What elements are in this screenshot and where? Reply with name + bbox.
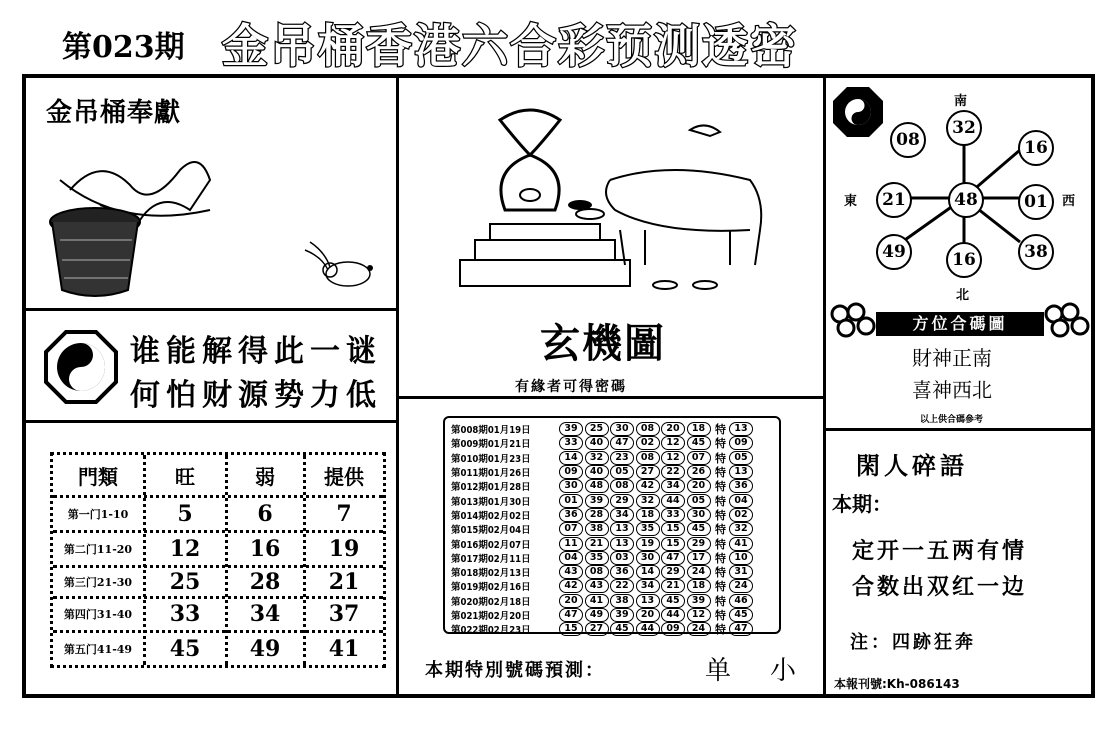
door-value: 25	[169, 568, 201, 595]
history-ball: 22	[610, 579, 634, 593]
history-special-label: 特	[715, 494, 726, 508]
history-ball: 39	[559, 422, 583, 436]
cloud-ornament-right	[1042, 302, 1092, 338]
history-special-ball: 24	[729, 579, 753, 593]
history-ball: 29	[610, 494, 634, 508]
history-ball: 15	[661, 522, 685, 536]
idle-talk-title: 閑人碎語	[856, 451, 968, 480]
history-ball: 09	[559, 465, 583, 479]
direction-line-1: 財神正南	[912, 346, 992, 370]
history-ball: 38	[610, 594, 634, 608]
history-ball: 23	[610, 451, 634, 465]
history-ball: 02	[636, 436, 660, 450]
history-special-label: 特	[715, 423, 726, 437]
history-row	[451, 551, 773, 565]
history-ball: 19	[636, 537, 660, 551]
history-special-ball: 31	[729, 565, 753, 579]
history-date: 第009期01月21日	[451, 439, 531, 451]
history-ball: 45	[661, 594, 685, 608]
history-ball: 13	[610, 537, 634, 551]
history-ball: 07	[559, 522, 583, 536]
idle-talk-period: 本期：	[832, 492, 892, 516]
door-value: 33	[169, 601, 201, 627]
history-ball: 32	[636, 494, 660, 508]
history-ball: 34	[636, 579, 660, 593]
history-ball: 48	[585, 479, 609, 493]
door-label: 第五门41-49	[63, 642, 133, 656]
divider-right	[823, 78, 826, 698]
idle-talk-note: 注：四跡狂奔	[850, 632, 976, 653]
door-value: 7	[336, 500, 352, 527]
history-date: 第014期02月02日	[451, 510, 531, 522]
yin-yang-icon	[44, 330, 118, 404]
direction-line-2: 喜神西北	[912, 378, 992, 402]
compass-number: 38	[1018, 234, 1054, 270]
history-date: 第020期02月18日	[451, 596, 531, 608]
history-row	[451, 608, 773, 622]
history-ball: 26	[687, 465, 711, 479]
history-ball: 13	[636, 594, 660, 608]
history-ball: 27	[585, 622, 609, 636]
history-ball: 30	[559, 479, 583, 493]
history-row	[451, 622, 773, 636]
center-title: 玄機圖	[540, 320, 666, 367]
center-subtitle: 有緣者可得密碼	[515, 379, 627, 395]
history-ball: 43	[559, 565, 583, 579]
history-date: 第011期01月26日	[451, 468, 531, 480]
history-ball: 08	[610, 479, 634, 493]
history-date: 第013期01月30日	[451, 496, 531, 508]
history-ball: 11	[559, 537, 583, 551]
history-ball: 28	[585, 508, 609, 522]
history-ball: 20	[636, 608, 660, 622]
history-special-label: 特	[715, 451, 726, 465]
history-special-label: 特	[715, 623, 726, 637]
history-date: 第018期02月13日	[451, 568, 531, 580]
history-special-ball: 13	[729, 422, 753, 436]
riddle-line-2: 何怕财源势力低	[130, 378, 382, 413]
history-ball: 05	[687, 494, 711, 508]
header-provide: 提供	[324, 464, 364, 489]
history-row	[451, 422, 773, 436]
history-ball: 18	[687, 579, 711, 593]
history-ball: 36	[559, 508, 583, 522]
door-value: 49	[249, 635, 281, 662]
riddle-line-1: 谁能解得此一谜	[130, 334, 382, 369]
history-ball: 29	[687, 537, 711, 551]
history-ball: 24	[687, 622, 711, 636]
history-special-label: 特	[715, 580, 726, 594]
history-special-ball: 05	[729, 451, 753, 465]
direction-south: 南	[954, 94, 968, 109]
history-ball: 08	[636, 422, 660, 436]
history-ball: 22	[661, 465, 685, 479]
history-ball: 45	[610, 622, 634, 636]
history-ball: 47	[661, 551, 685, 565]
history-ball: 45	[687, 522, 711, 536]
compass-number: 16	[946, 242, 982, 278]
history-ball: 34	[610, 508, 634, 522]
divider-center	[398, 396, 824, 399]
history-special-ball: 36	[729, 479, 753, 493]
history-ball: 30	[636, 551, 660, 565]
history-ball: 07	[687, 451, 711, 465]
history-ball: 35	[636, 522, 660, 536]
history-special-label: 特	[715, 437, 726, 451]
compass-number: 16	[1018, 130, 1054, 166]
history-date: 第019期02月16日	[451, 582, 531, 594]
history-row	[451, 436, 773, 450]
door-value: 41	[328, 635, 360, 662]
history-date: 第021期02月20日	[451, 611, 531, 622]
history-ball: 42	[559, 579, 583, 593]
issue-number: 第023期	[62, 30, 185, 65]
history-special-ball: 02	[729, 508, 753, 522]
history-date: 第010期01月23日	[451, 453, 531, 465]
history-ball: 29	[661, 565, 685, 579]
history-special-label: 特	[715, 609, 726, 623]
door-value: 21	[328, 568, 360, 595]
door-value: 19	[328, 535, 360, 562]
history-special-label: 特	[715, 566, 726, 580]
door-value: 5	[177, 500, 193, 527]
history-special-label: 特	[715, 551, 726, 565]
prediction-value-2: 小	[770, 656, 797, 686]
door-value: 12	[169, 535, 201, 562]
door-value: 16	[249, 535, 281, 562]
history-ball: 20	[559, 594, 583, 608]
history-ball: 12	[661, 436, 685, 450]
history-special-ball: 46	[729, 594, 753, 608]
history-ball: 18	[636, 508, 660, 522]
history-special-ball: 41	[729, 537, 753, 551]
history-ball: 39	[610, 608, 634, 622]
divider-left-2	[26, 420, 398, 423]
left-panel-title: 金吊桶奉獻	[46, 98, 182, 128]
history-row	[451, 465, 773, 479]
history-special-ball: 47	[729, 622, 753, 636]
history-ball: 40	[585, 436, 609, 450]
history-row	[451, 565, 773, 579]
cloud-ornament-left	[828, 302, 878, 338]
history-ball: 15	[661, 537, 685, 551]
history-ball: 40	[585, 465, 609, 479]
compass-number: 49	[876, 234, 912, 270]
history-ball: 20	[661, 422, 685, 436]
history-date: 第017期02月11日	[451, 553, 531, 565]
history-ball: 47	[559, 608, 583, 622]
history-ball: 49	[585, 608, 609, 622]
door-value: 45	[169, 635, 201, 662]
history-ball: 47	[610, 436, 634, 450]
history-date: 第012期01月28日	[451, 482, 531, 494]
history-row	[451, 493, 773, 507]
history-ball: 24	[687, 565, 711, 579]
history-ball: 44	[661, 608, 685, 622]
history-ball: 43	[585, 579, 609, 593]
history-row	[451, 579, 773, 593]
divider-left	[396, 78, 399, 698]
page-title: 金吊桶香港六合彩预测透密	[222, 19, 798, 73]
bucket-illustration	[40, 150, 240, 310]
history-list	[443, 416, 781, 637]
history-ball: 30	[687, 508, 711, 522]
history-special-ball: 04	[729, 494, 753, 508]
history-row	[451, 479, 773, 493]
history-ball: 27	[636, 465, 660, 479]
history-special-label: 特	[715, 537, 726, 551]
history-ball: 45	[687, 436, 711, 450]
idle-talk-line-2: 合数出双红一边	[852, 575, 1028, 600]
door-value: 28	[249, 568, 281, 595]
history-ball: 21	[585, 537, 609, 551]
history-ball: 21	[661, 579, 685, 593]
altar-ox-illustration	[430, 100, 790, 300]
history-special-label: 特	[715, 523, 726, 537]
history-ball: 08	[636, 451, 660, 465]
idle-talk-line-1: 定开一五两有情	[852, 539, 1028, 564]
history-ball: 32	[585, 451, 609, 465]
history-ball: 13	[610, 522, 634, 536]
history-ball: 17	[687, 551, 711, 565]
direction-west: 西	[1062, 194, 1076, 209]
history-ball: 12	[661, 451, 685, 465]
door-value: 37	[328, 601, 360, 627]
history-ball: 33	[661, 508, 685, 522]
history-date: 第015期02月04日	[451, 525, 531, 537]
door-value: 6	[257, 500, 273, 527]
history-row	[451, 522, 773, 536]
divider-right-1	[825, 428, 1093, 431]
compass-number: 08	[890, 122, 926, 158]
history-row	[451, 536, 773, 550]
rabbit-icon	[300, 232, 380, 292]
history-ball: 44	[636, 622, 660, 636]
history-special-ball: 32	[729, 522, 753, 536]
history-special-label: 特	[715, 480, 726, 494]
history-row	[451, 508, 773, 522]
history-ball: 04	[559, 551, 583, 565]
history-row	[451, 451, 773, 465]
history-ball: 38	[585, 522, 609, 536]
history-ball: 34	[661, 479, 685, 493]
history-ball: 39	[687, 594, 711, 608]
history-ball: 20	[687, 479, 711, 493]
history-ball: 03	[610, 551, 634, 565]
header-strong: 旺	[175, 464, 195, 489]
history-special-ball: 45	[729, 608, 753, 622]
publication-number: 本報刊號:Kh-086143	[834, 677, 960, 691]
history-special-label: 特	[715, 508, 726, 522]
history-ball: 14	[636, 565, 660, 579]
history-ball: 01	[559, 494, 583, 508]
compass-number: 48	[948, 182, 984, 218]
history-ball: 39	[585, 494, 609, 508]
history-ball: 35	[585, 551, 609, 565]
history-ball: 05	[610, 465, 634, 479]
history-row	[451, 594, 773, 608]
door-label: 第三门21-30	[63, 575, 133, 589]
history-special-ball: 09	[729, 436, 753, 450]
history-special-label: 特	[715, 594, 726, 608]
history-ball: 08	[585, 565, 609, 579]
door-label: 第四门31-40	[63, 608, 133, 621]
history-ball: 33	[559, 436, 583, 450]
door-value: 34	[249, 601, 281, 627]
compass-number: 01	[1018, 184, 1054, 220]
history-special-label: 特	[715, 466, 726, 480]
prediction-value-1: 单	[705, 656, 732, 686]
history-ball: 30	[610, 422, 634, 436]
direction-east: 東	[844, 194, 858, 209]
header-weak: 弱	[255, 464, 275, 489]
history-ball: 18	[687, 422, 711, 436]
direction-box-title: 方位合碼圖	[876, 312, 1044, 336]
history-ball: 12	[687, 608, 711, 622]
header-category: 門類	[78, 464, 118, 489]
history-ball: 14	[559, 451, 583, 465]
direction-note: 以上供合碼參考	[920, 415, 984, 425]
history-ball: 25	[585, 422, 609, 436]
door-label: 第二门11-20	[63, 542, 133, 556]
compass-number: 32	[946, 110, 982, 146]
history-ball: 42	[636, 479, 660, 493]
door-table	[50, 452, 386, 668]
history-date: 第008期01月19日	[451, 425, 531, 437]
history-ball: 09	[661, 622, 685, 636]
history-special-ball: 10	[729, 551, 753, 565]
direction-north: 北	[956, 288, 970, 303]
history-ball: 15	[559, 622, 583, 636]
door-label: 第一门1-10	[67, 507, 129, 521]
compass-number: 21	[876, 182, 912, 218]
history-date: 第022期02月23日	[451, 625, 531, 637]
prediction-label: 本期特別號碼預測：	[425, 660, 605, 681]
history-date: 第016期02月07日	[451, 539, 531, 551]
history-ball: 41	[585, 594, 609, 608]
history-ball: 44	[661, 494, 685, 508]
history-special-ball: 13	[729, 465, 753, 479]
history-ball: 36	[610, 565, 634, 579]
